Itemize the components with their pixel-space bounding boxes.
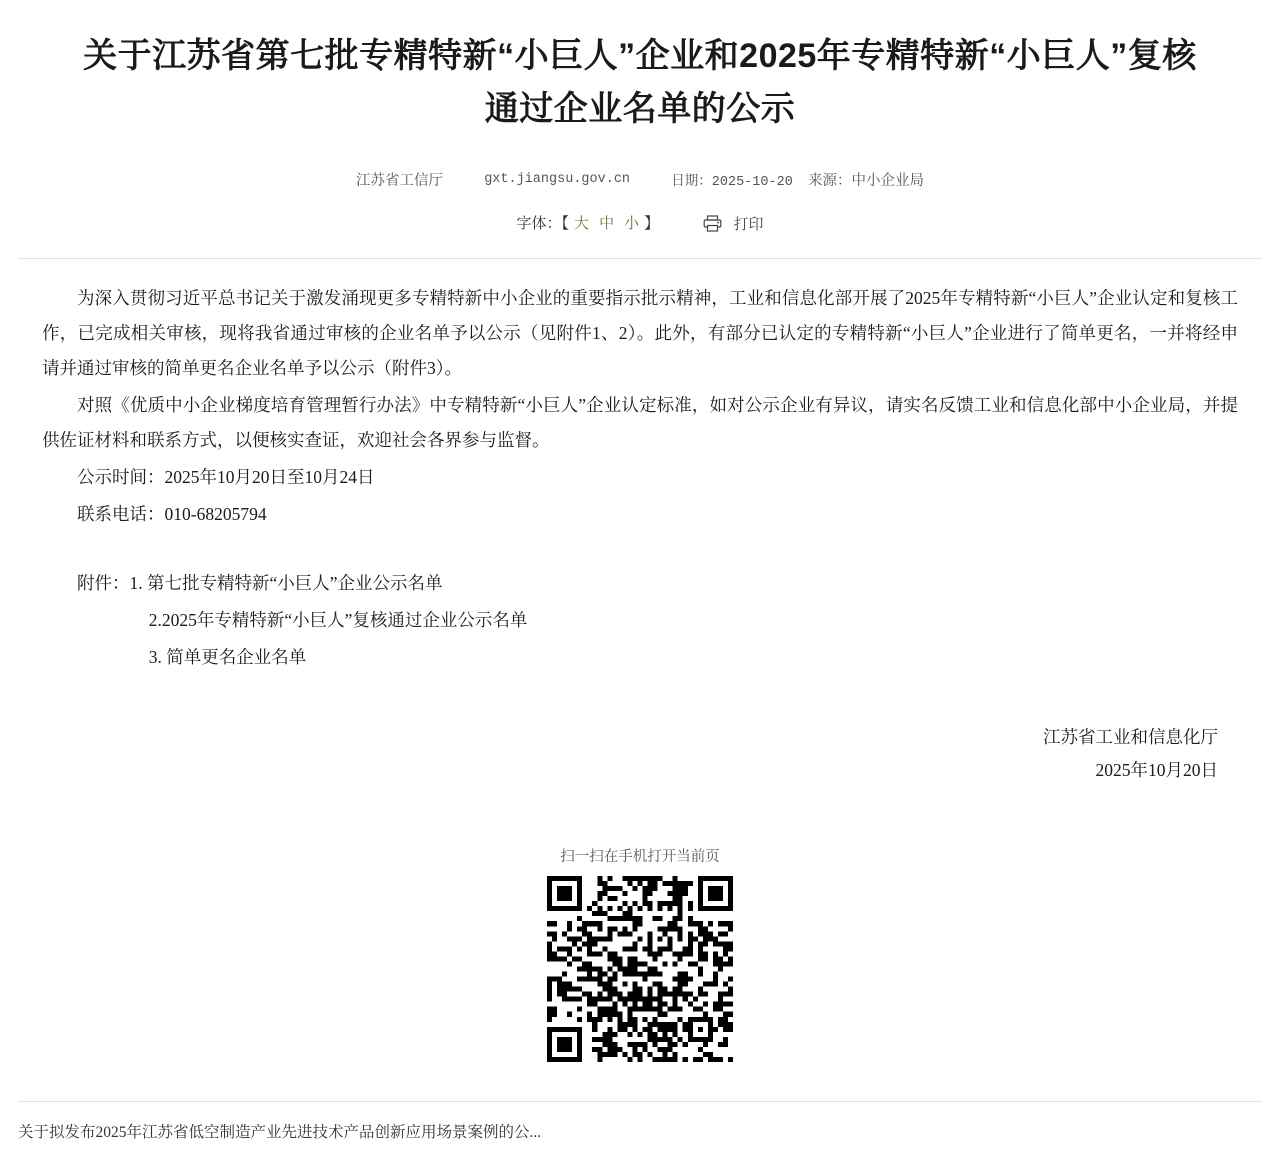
page-title: 关于江苏省第七批专精特新“小巨人”企业和2025年专精特新“小巨人”复核通过企业名单的公示 — [83, 37, 1197, 128]
qr-caption: 扫一扫在手机打开当前页 — [560, 849, 720, 866]
attachments-label: 附件： — [77, 572, 130, 593]
attachment-item-1[interactable] — [42, 566, 1238, 601]
print-label: 打印 — [733, 215, 764, 233]
meta-date: 日期：2025-10-20 — [671, 175, 793, 191]
body-paragraph-4: 联系电话：010-68205794 — [77, 503, 267, 524]
signature-organization: 江苏省工业和信息化厅 — [1043, 726, 1218, 747]
document-body — [0, 259, 1280, 788]
related-links — [0, 1102, 1280, 1160]
related-link[interactable]: 关于拟发布2025年江苏省低空制造产业先进技术产品创新应用场景案例的公... — [18, 1124, 542, 1142]
title-section — [0, 0, 1280, 236]
fontsize-bracket-close: 】 — [644, 215, 660, 233]
fontsize-option-large[interactable]: 大 — [574, 215, 590, 233]
document-meta — [70, 169, 1210, 190]
fontsize-bracket-open: 【 — [561, 215, 570, 233]
printer-icon — [703, 215, 722, 236]
meta-domain: gxt.jiangsu.gov.cn — [484, 172, 631, 188]
attachment-item-2[interactable] — [42, 603, 1238, 638]
print-button[interactable] — [703, 213, 763, 236]
qr-code — [547, 876, 733, 1062]
fontsize-option-small[interactable]: 小 — [624, 215, 640, 233]
attachment-label-1: 1. 第七批专精特新“小巨人”企业公示名单 — [129, 572, 443, 593]
meta-origin: 来源：中小企业局 — [808, 173, 925, 190]
qr-section — [0, 845, 1280, 1067]
attachments-section — [42, 566, 1238, 675]
fontsize-toolbar — [70, 212, 1210, 236]
body-paragraph-1: 为深入贯彻习近平总书记关于激发涌现更多专精特新中小企业的重要指示批示精神，工业和信息化部开展了2025年专精特新“小巨人”企业认定和复核工作，已完成相关审核，现将我省通过审核的企业名单予以公示（见附件1、2）。此外，有部分已认定的专精特新“小巨人”企业进行了简单更名，一并将经申请并通过审核的简单更名企业名单予以公示（附件3）。 — [42, 287, 1238, 378]
signature-block — [42, 721, 1238, 788]
signature-date: 2025年10月20日 — [1095, 760, 1218, 781]
attachment-label-3: 3. 简单更名企业名单 — [148, 646, 307, 667]
fontsize-label: 字体： — [516, 215, 562, 233]
body-paragraph-2: 对照《优质中小企业梯度培育管理暂行办法》中专精特新“小巨人”企业认定标准，如对公示企业有异议，请实名反馈工业和信息化部中小企业局，并提供佐证材料和联系方式，以便核实查证，欢迎社会各界参与监督。 — [42, 394, 1238, 450]
fontsize-option-medium[interactable]: 中 — [599, 215, 615, 233]
attachment-item-3[interactable] — [42, 640, 1238, 675]
body-paragraph-3: 公示时间：2025年10月20日至10月24日 — [77, 466, 375, 487]
attachment-label-2: 2.2025年专精特新“小巨人”复核通过企业公示名单 — [148, 609, 528, 630]
meta-source-site: 江苏省工信厅 — [355, 173, 443, 190]
